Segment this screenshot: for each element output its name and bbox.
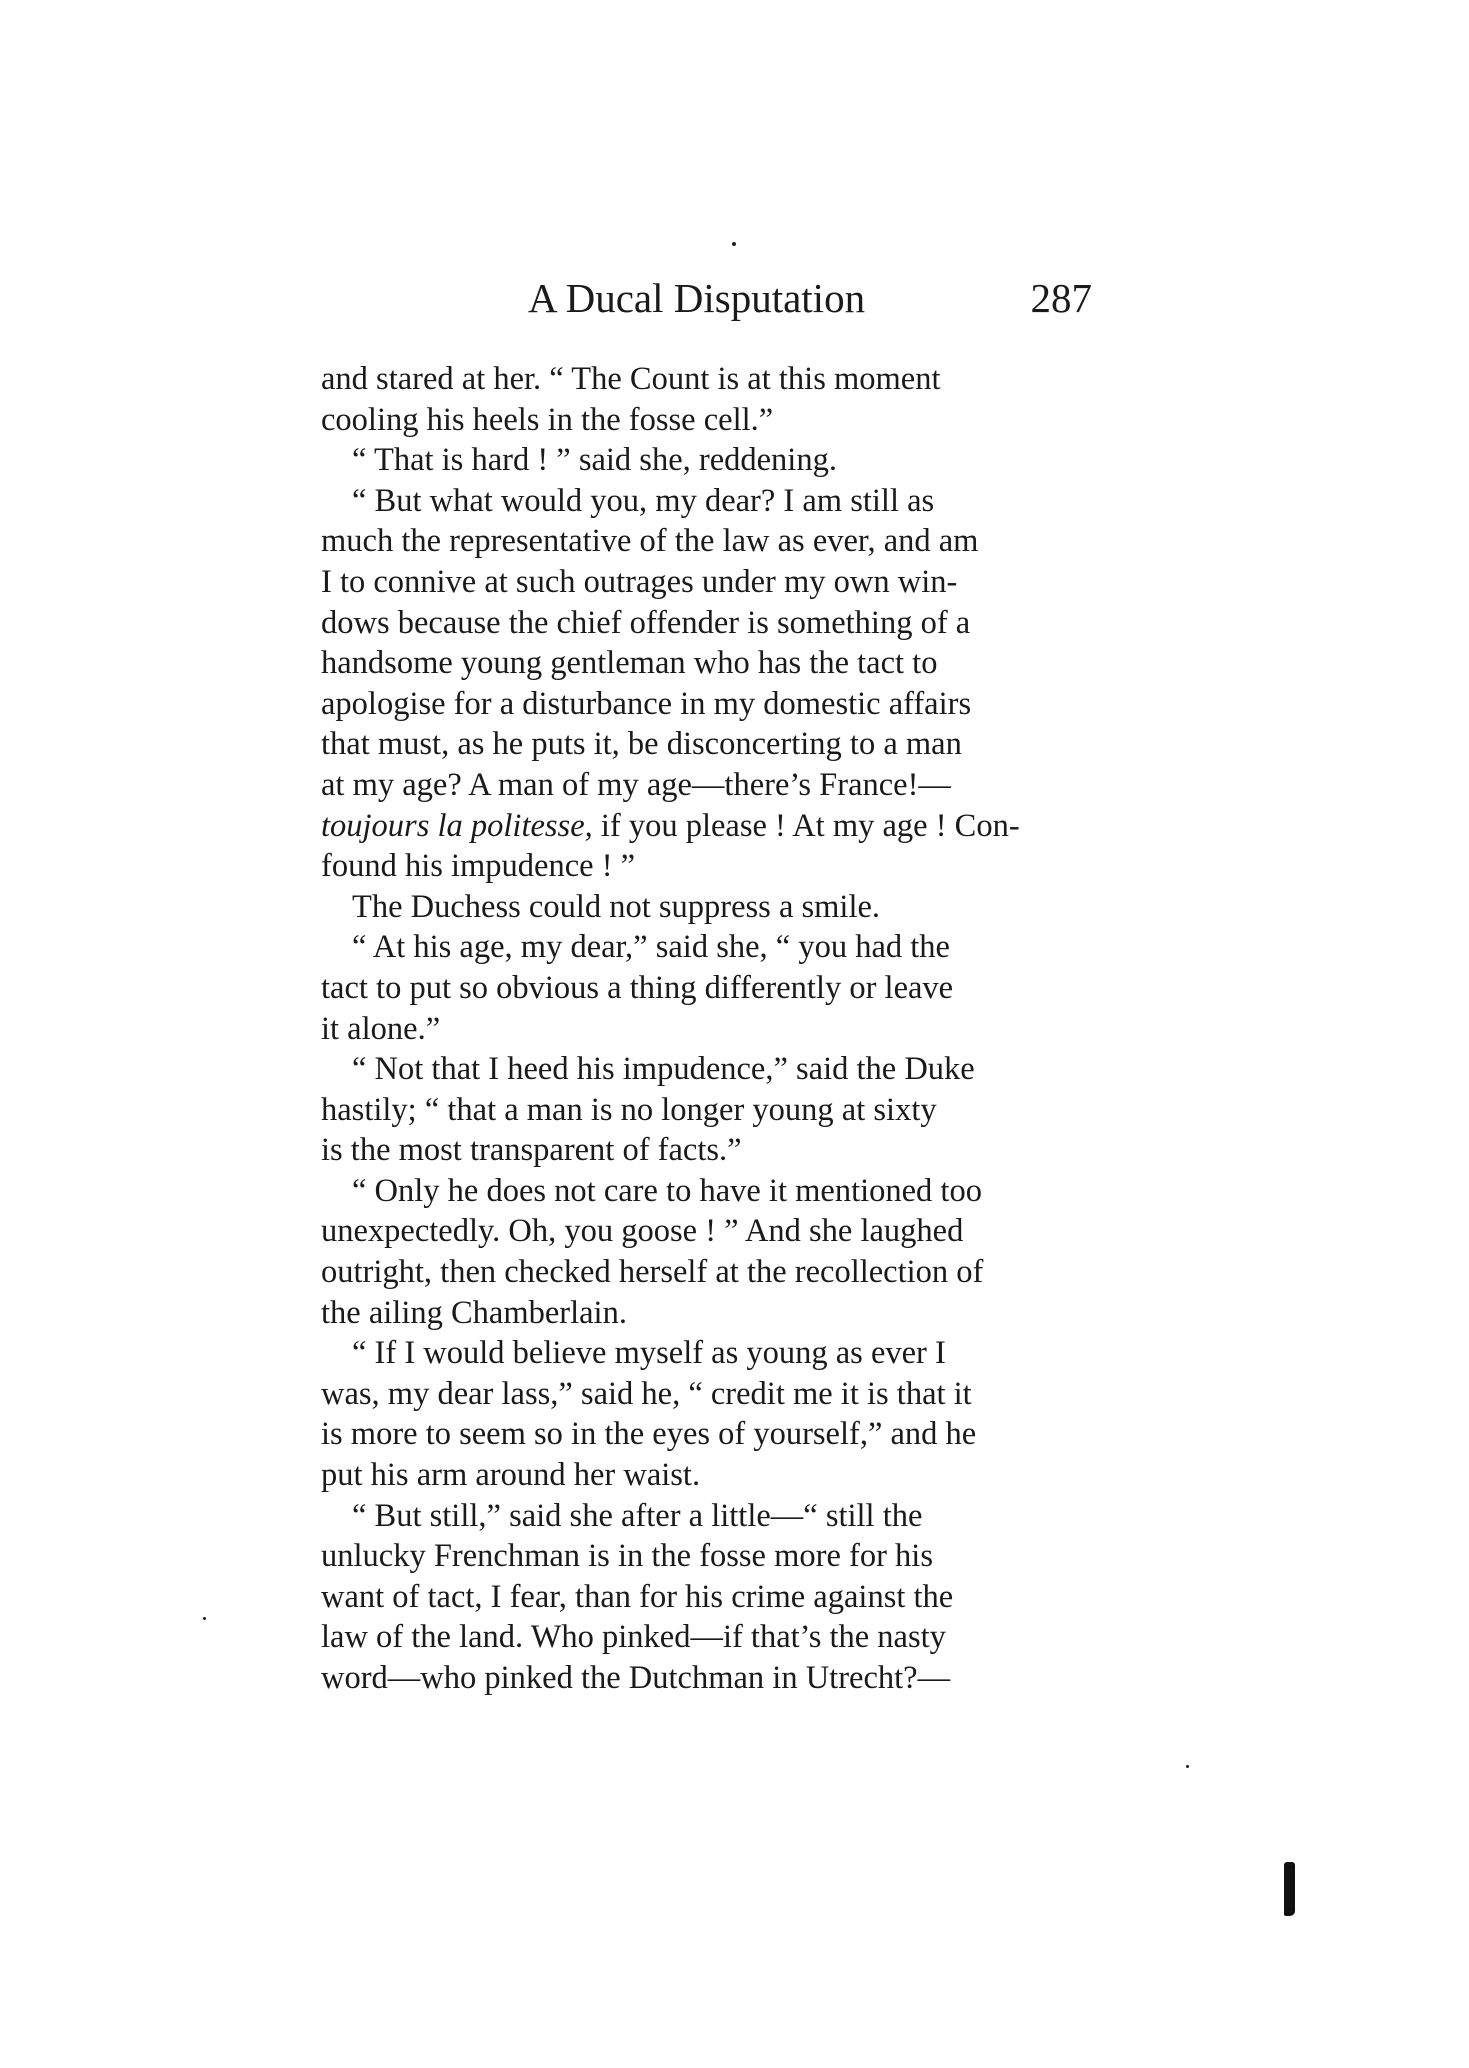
paragraph [321, 1049, 1093, 1171]
paragraph [321, 1496, 1093, 1699]
paragraph [321, 1171, 1093, 1333]
running-title: A Ducal Disputation [528, 275, 866, 321]
text-line: is more to seem so in the eyes of yourself,” and he [321, 1416, 977, 1453]
scan-speck [732, 242, 736, 246]
paragraph [321, 927, 1093, 1049]
text-line: want of tact, I fear, than for his crime against the [321, 1578, 954, 1615]
text-line: “ If I would believe myself as young as ever I [352, 1335, 946, 1372]
text-line: “ That is hard ! ” said she, reddening. [352, 442, 837, 479]
scan-speck [203, 1617, 206, 1620]
text-line: and stared at her. “ The Count is at this moment [321, 361, 941, 397]
text-line: “ Not that I heed his impudence,” said the Duke [352, 1051, 975, 1088]
text-line: I to connive at such outrages under my own win- [321, 563, 958, 600]
text-line: tact to put so obvious a thing differently or leave [321, 969, 954, 1006]
text-line: cooling his heels in the fosse cell.” [321, 401, 774, 438]
paragraph [321, 359, 1093, 440]
scan-edge-mark [1284, 1862, 1295, 1916]
body-text [321, 359, 1093, 1699]
text-line: the ailing Chamberlain. [321, 1294, 627, 1331]
text-line: hastily; “ that a man is no longer young at sixty [321, 1091, 937, 1128]
text-line: is the most transparent of facts.” [321, 1132, 742, 1169]
text-line: “ Only he does not care to have it mentioned too [352, 1172, 982, 1209]
page-header [320, 268, 1092, 328]
text-line: handsome young gentleman who has the tact to [321, 645, 938, 682]
text-line: if you please ! At my age ! Con- [592, 807, 1020, 844]
text-line: “ But still,” said she after a little—“ still the [352, 1497, 923, 1534]
text-line: that must, as he puts it, be disconcerting to a man [321, 726, 962, 763]
text-line: it alone.” [321, 1010, 441, 1047]
text-line: was, my dear lass,” said he, “ credit me it is that it [321, 1375, 972, 1412]
text-line: unlucky Frenchman is in the fosse more for his [321, 1538, 933, 1575]
text-line: put his arm around her waist. [321, 1457, 701, 1494]
text-line: unexpectedly. Oh, you goose ! ” And she laughed [321, 1213, 964, 1250]
text-line: law of the land. Who pinked—if that’s the nasty [321, 1619, 946, 1656]
text-line: much the representative of the law as ever, and am [321, 523, 979, 560]
text-line: “ At his age, my dear,” said she, “ you had the [352, 929, 950, 966]
scan-speck [1186, 1765, 1189, 1768]
paragraph [321, 887, 1093, 928]
text-line: word—who pinked the Dutchman in Utrecht?— [321, 1660, 951, 1696]
page-number: 287 [1030, 275, 1092, 321]
paragraph [321, 1333, 1093, 1495]
text-line: “ But what would you, my dear? I am still as [352, 482, 935, 519]
paragraph [321, 440, 1093, 481]
text-line: found his impudence ! ” [321, 848, 636, 885]
text-line: outright, then checked herself at the recollection of [321, 1254, 984, 1291]
text-line: apologise for a disturbance in my domestic affairs [321, 685, 972, 722]
text-line: at my age? A man of my age—there’s France!— [321, 766, 951, 803]
text-line: dows because the chief offender is something of a [321, 604, 971, 641]
text-line: The Duchess could not suppress a smile. [352, 888, 881, 925]
italic-phrase: toujours la politesse, [321, 807, 593, 844]
paragraph [321, 481, 1093, 887]
